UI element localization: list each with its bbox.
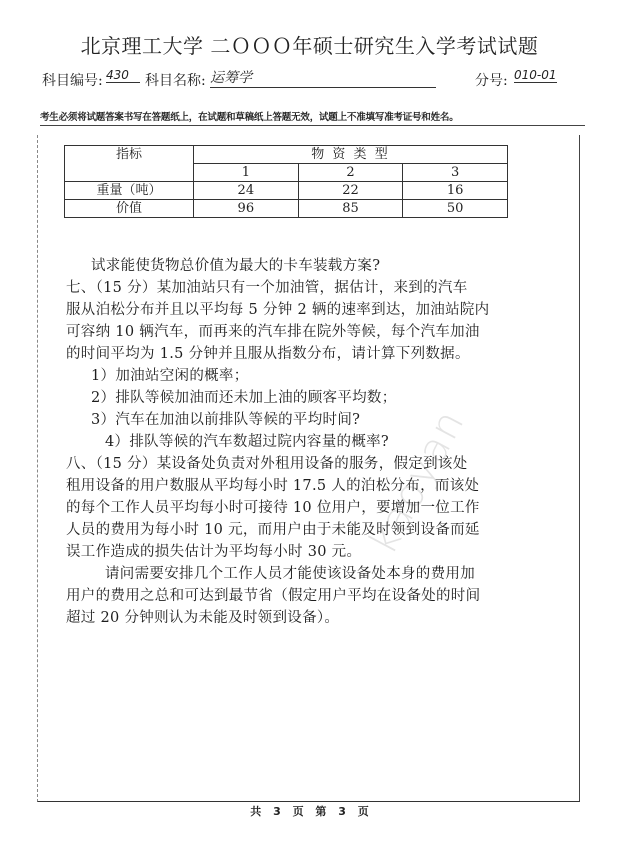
goods-table — [64, 145, 508, 218]
table-header-type-1: 1 — [194, 164, 299, 182]
subject-code-value: 430 — [106, 68, 140, 83]
q7-line-2: 服从泊松分布并且以平均每 5 分钟 2 辆的速率到达，加油站院内 — [66, 302, 490, 318]
q7-item-4: 4）排队等候的汽车数超过院内容量的概率? — [105, 434, 389, 450]
exam-title: 北京理工大学 二ＯＯＯ年硕士研究生入学考试试题 — [80, 34, 539, 58]
subject-code-label: 科目编号: — [42, 73, 103, 89]
q7-line-4: 的时间平均为 1.5 分钟并且服从指数分布，请计算下列数据。 — [66, 346, 470, 362]
cell: 85 — [298, 200, 403, 218]
q7-item-1: 1）加油站空闲的概率； — [91, 368, 249, 384]
q8-line-1: 八、（15 分）某设备处负责对外租用设备的服务，假定到该处 — [66, 456, 468, 472]
q8-question-2: 用户的费用之总和可达到最节省（假定用户平均在设备处的时间 — [66, 588, 481, 604]
exam-notice: 考生必须将试题答案书写在答题纸上，在试题和草稿纸上答题无效，试题上不准填写准考证号和姓名。 — [40, 109, 585, 126]
q8-question-1: 请问需要安排几个工作人员才能使该设备处本身的费用加 — [105, 566, 475, 582]
table-header-type-3: 3 — [403, 164, 508, 182]
q8-line-4: 人员的费用为每小时 10 元，而用户由于未能及时领到设备而延 — [66, 522, 480, 538]
subject-name-value: 运筹学 — [210, 67, 436, 88]
subject-name-label: 科目名称: — [145, 73, 206, 89]
page-footer: 共 3 页 第 3 页 — [250, 805, 369, 818]
q8-line-3: 的每个工作人员平均每小时可接待 10 位用户，要增加一位工作 — [66, 500, 480, 516]
q7-line-1: 七、（15 分）某加油站只有一个加油管，据估计，来到的汽车 — [66, 280, 468, 296]
table-row — [65, 182, 508, 200]
row-label: 价值 — [65, 200, 194, 218]
part-number-value: 010-01 — [514, 68, 557, 82]
table-header-indicator: 指标 — [65, 146, 194, 182]
cell: 16 — [403, 182, 508, 200]
table-row — [65, 200, 508, 218]
q7-line-3: 可容纳 10 辆汽车，而再来的汽车排在院外等候，每个汽车加油 — [66, 324, 480, 340]
cell: 22 — [298, 182, 403, 200]
part-number-label: 分号: — [475, 73, 508, 89]
cell: 24 — [194, 182, 299, 200]
question-body — [66, 255, 545, 629]
q8-line-2: 租用设备的用户数服从平均每小时 17.5 人的泊松分布，而该处 — [66, 478, 480, 494]
row-label: 重量（吨） — [65, 182, 194, 200]
q8-question-3: 超过 20 分钟则认为未能及时领到设备）。 — [66, 610, 340, 626]
cell: 50 — [403, 200, 508, 218]
q6-tail: 试求能使货物总价值为最大的卡车装载方案? — [91, 258, 381, 274]
watermark: kaoyan — [360, 401, 475, 562]
cell: 96 — [194, 200, 299, 218]
q7-item-2: 2）排队等候加油而还未加上油的顾客平均数； — [91, 390, 397, 406]
q7-item-3: 3）汽车在加油以前排队等候的平均时间? — [91, 412, 361, 428]
subject-line — [42, 70, 582, 92]
q8-line-5: 误工作造成的损失估计为平均每小时 30 元。 — [66, 544, 362, 560]
table-header-type-group: 物 资 类 型 — [194, 146, 508, 164]
table-header-type-2: 2 — [298, 164, 403, 182]
